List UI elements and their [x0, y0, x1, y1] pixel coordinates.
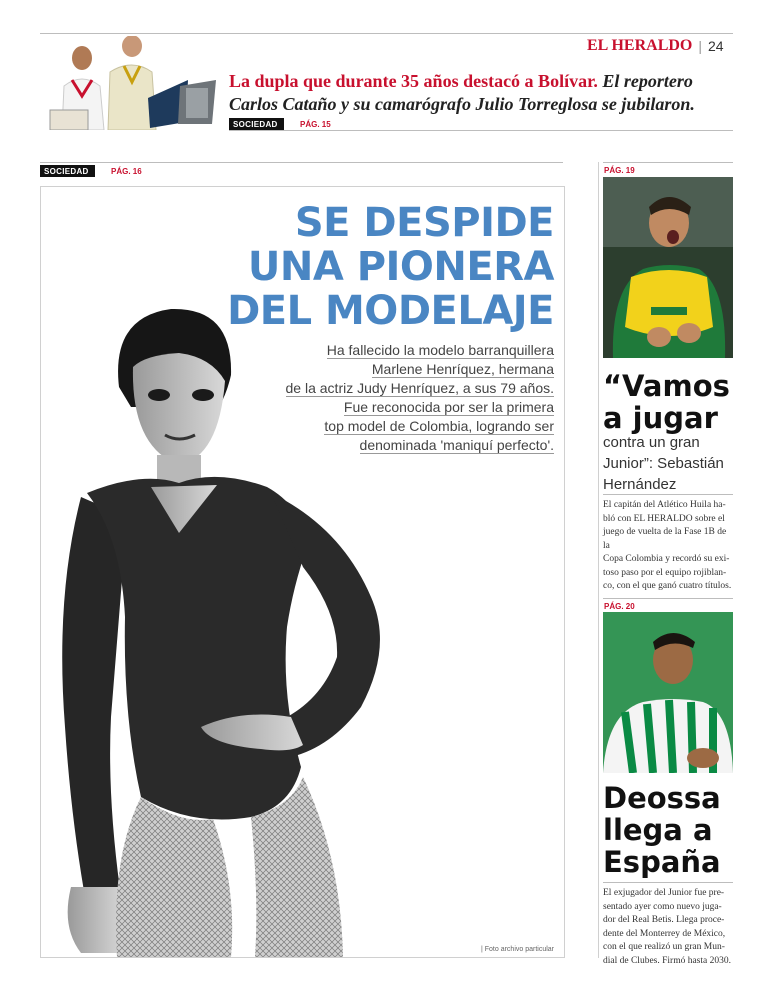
teaser-headline[interactable] [229, 70, 734, 116]
top-rule [40, 33, 733, 34]
masthead-separator: | [698, 38, 702, 54]
sidebar-1-page-ref[interactable]: PÁG. 19 [604, 166, 635, 175]
teaser-section-tag[interactable]: SOCIEDAD [229, 118, 284, 130]
sidebar-2-headline-line: Deossa [603, 781, 721, 815]
teaser-bottom-rule [229, 130, 733, 131]
main-headline-line: SE DESPIDE [294, 200, 554, 246]
sidebar-2-page-ref[interactable]: PÁG. 20 [604, 602, 635, 611]
sidebar-2-body-line: con el que realizó un gran Mun- [603, 942, 725, 952]
main-headline-line: DEL MODELAJE [227, 288, 554, 334]
sidebar-1-subhead [603, 432, 735, 495]
deck-line: Marlene Henríquez, hermana [371, 361, 554, 377]
sidebar-1-body-line: El capitán del Atlético Huila ha- [603, 500, 726, 510]
sidebar-1-body-line: co, con el que ganó cuatro títulos. [603, 581, 732, 591]
sidebar-1-photo[interactable] [603, 177, 733, 358]
sidebar-2-body-line: dente del Monterrey de México, [603, 928, 726, 939]
main-page-ref[interactable]: PÁG. 16 [111, 167, 142, 176]
deck-line: de la actriz Judy Henríquez, a sus 79 años. [285, 380, 554, 396]
sidebar-1-headline[interactable] [603, 370, 730, 434]
deck-line: Ha fallecido la modelo barranquillera [326, 342, 554, 358]
main-story-box [40, 186, 565, 958]
sidebar-1-body-line: toso paso por el equipo rojiblan- [603, 567, 727, 578]
brand-name[interactable]: EL HERALDO [587, 37, 693, 54]
sidebar-1-body-line: bló con EL HERALDO sobre el [603, 513, 725, 524]
sidebar-2-body-line: dor del Real Betis. Llega proce- [603, 915, 725, 925]
sidebar-2-photo[interactable] [603, 612, 733, 773]
sidebar-2-body-line: El exjugador del Junior fue pre- [603, 888, 725, 898]
teaser-photo[interactable] [40, 36, 220, 130]
main-headline[interactable] [227, 201, 554, 333]
sidebar-2-body-line: sentado ayer como nuevo juga- [603, 901, 722, 912]
masthead [587, 37, 724, 55]
main-top-rule [40, 162, 563, 163]
deck-line: denominada 'maniquí perfecto'. [359, 437, 554, 453]
sidebar-1-body-line: Copa Colombia y recordó su exi- [603, 554, 730, 564]
sidebar-1-body-rule [603, 494, 733, 495]
page-number: 24 [708, 38, 724, 54]
main-section-tag[interactable]: SOCIEDAD [40, 165, 95, 177]
sidebar-1-body [603, 499, 735, 594]
sidebar-1-subhead-line: Junior”: Sebastián [603, 455, 724, 472]
teaser-headline-italic: El reportero Carlos Cataño y su camarógrafo Julio Torreglosa se jubilaron. [229, 71, 695, 114]
main-deck [284, 341, 554, 455]
sidebar-2-headline-line: llega a [603, 813, 713, 847]
sidebar-1-subhead-line: contra un gran [603, 434, 700, 451]
deck-line: top model de Colombia, logrando ser [324, 418, 554, 434]
deck-line: Fue reconocida por ser la primera [343, 399, 554, 415]
sidebar-divider [598, 162, 599, 958]
photo-credit: | Foto archivo particular [480, 946, 554, 953]
sidebar-2-headline[interactable] [603, 782, 721, 878]
teaser-page-ref[interactable]: PÁG. 15 [300, 120, 331, 129]
sidebar-2-rule [603, 598, 733, 599]
sidebar-1-headline-line: a jugar [603, 401, 718, 435]
sidebar-1-headline-line: “Vamos [603, 369, 730, 403]
sidebar-2-body [603, 887, 735, 968]
sidebar-1-subhead-line: Hernández [603, 476, 677, 493]
sidebar-2-body-rule [603, 882, 733, 883]
teaser-headline-bold: La dupla que durante 35 años destacó a Bolívar. [229, 71, 598, 91]
sidebar-2-headline-line: España [603, 845, 721, 879]
sidebar-1-rule [603, 162, 733, 163]
sidebar-2-body-line: dial de Clubes. Firmó hasta 2030. [603, 955, 731, 966]
sidebar-1-body-line: juego de vuelta de la Fase 1B de la [603, 527, 727, 551]
main-headline-line: UNA PIONERA [247, 244, 554, 290]
